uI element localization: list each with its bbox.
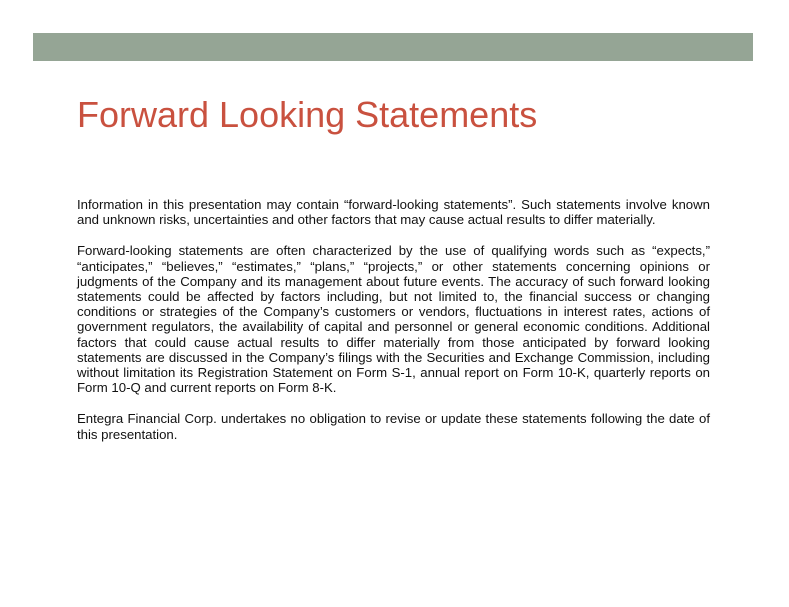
header-band	[33, 33, 753, 61]
paragraph-no-obligation: Entegra Financial Corp. undertakes no obligation to revise or update these statements following the date of this presentation.	[77, 411, 710, 442]
slide-title: Forward Looking Statements	[77, 94, 538, 135]
slide-body	[77, 197, 710, 458]
paragraph-intro: Information in this presentation may contain “forward-looking statements”. Such statements involve known and unknown risks, uncertainties and other factors that may cause actual results to differ materially.	[77, 197, 710, 228]
paragraph-risk-factors: Forward-looking statements are often characterized by the use of qualifying words such as “expects,” “anticipates,” “believes,” “estimates,” “plans,” “projects,” or other statements concerning opinions or judgments of the Company and its management about future events. The accuracy of such forward looking statements could be affected by factors including, but not limited to, the financial success or changing conditions or strategies of the Company’s customers or vendors, fluctuations in interest rates, actions of government regulators, the availability of capital and personnel or general economic conditions. Additional factors that could cause actual results to differ materially from those anticipated by forward looking statements are discussed in the Company’s filings with the Securities and Exchange Commission, including without limitation its Registration Statement on Form S-1, annual report on Form 10-K, quarterly reports on Form 10-Q and current reports on Form 8-K.	[77, 243, 710, 396]
